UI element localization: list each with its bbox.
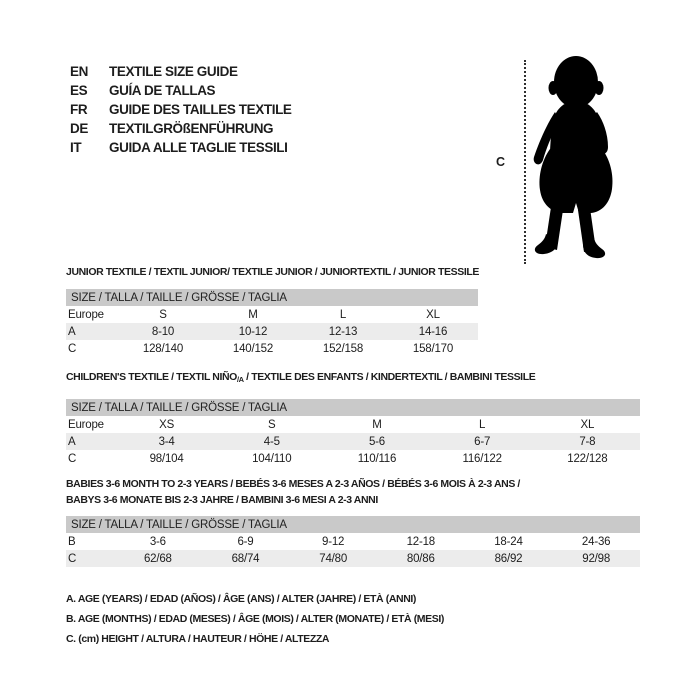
table-header-size: SIZE / TALLA / TAILLE / GRÖSSE / TAGLIA	[66, 289, 478, 306]
language-row-de	[70, 119, 292, 138]
size-cell: 6-7	[474, 435, 491, 448]
row-label: C	[68, 552, 77, 565]
table-row-height	[66, 340, 478, 357]
size-cell: 98/104	[149, 452, 184, 465]
size-cell: 80/86	[406, 552, 435, 565]
size-cell: 110/116	[357, 452, 397, 465]
size-cell: XL	[426, 308, 440, 321]
size-cell: 92/98	[582, 552, 611, 565]
table-row-age-months	[66, 533, 640, 550]
table-header-size: SIZE / TALLA / TAILLE / GRÖSSE / TAGLIA	[66, 399, 640, 416]
toddler-silhouette-icon	[531, 54, 631, 266]
size-cell: 104/110	[252, 452, 292, 465]
size-cell: 12-13	[328, 325, 358, 338]
language-label: GUÍA DE TALLAS	[109, 83, 216, 98]
row-label: Europe	[68, 308, 104, 321]
language-code: IT	[70, 140, 82, 155]
size-cell: 140/152	[232, 342, 274, 355]
size-cell: 152/158	[322, 342, 364, 355]
size-cell: 62/68	[143, 552, 172, 565]
table-row-height	[66, 550, 640, 567]
size-cell: 7-8	[579, 435, 596, 448]
height-measure-dotted-line	[524, 60, 526, 264]
language-list	[70, 62, 292, 157]
title-text: CHILDREN'S TEXTILE / TEXTIL NIÑO	[66, 371, 237, 383]
size-cell: S	[159, 308, 167, 321]
language-row-fr	[70, 100, 292, 119]
language-label: TEXTILE SIZE GUIDE	[109, 64, 238, 79]
language-label: GUIDA ALLE TAGLIE TESSILI	[109, 140, 288, 155]
row-label: B	[68, 535, 76, 548]
table-row-height	[66, 450, 640, 467]
row-label: C	[68, 452, 77, 465]
size-cell: 68/74	[231, 552, 260, 565]
size-cell: XL	[580, 418, 595, 431]
babies-size-table	[66, 516, 640, 567]
row-label: Europe	[68, 418, 104, 431]
size-cell: 74/80	[319, 552, 348, 565]
language-label: TEXTILGRÖßENFÜHRUNG	[109, 121, 274, 136]
legend-line-c: C. (cm) HEIGHT / ALTURA / HAUTEUR / HÖHE / ALTEZZA	[66, 633, 330, 645]
size-cell: M	[372, 418, 382, 431]
size-cell: 122/128	[567, 452, 608, 465]
title-text: / TEXTILE DES ENFANTS / KINDERTEXTIL / BAMBINI TESSILE	[243, 371, 536, 383]
title-subscript: /A	[236, 375, 244, 384]
row-label: A	[68, 325, 76, 338]
table-header-size: SIZE / TALLA / TAILLE / GRÖSSE / TAGLIA	[66, 516, 640, 533]
size-cell: 10-12	[238, 325, 268, 338]
section-title-junior: JUNIOR TEXTILE / TEXTIL JUNIOR/ TEXTILE JUNIOR / JUNIORTEXTIL / JUNIOR TESSILE	[66, 266, 479, 278]
size-cell: 24-36	[581, 535, 611, 548]
title-line-1: BABIES 3-6 MONTH TO 2-3 YEARS / BEBÉS 3-6 MESES A 2-3 AÑOS / BÉBÉS 3-6 MOIS À 2-3 ANS /	[66, 478, 520, 490]
table-row-age	[66, 323, 478, 340]
size-cell: 128/140	[142, 342, 184, 355]
size-cell: 12-18	[406, 535, 435, 548]
section-title-babies	[66, 476, 640, 508]
size-cell: S	[268, 418, 276, 431]
size-cell: 4-5	[263, 435, 280, 448]
size-cell: 8-10	[151, 325, 175, 338]
table-row-europe	[66, 306, 478, 323]
row-label: A	[68, 435, 76, 448]
table-row-age	[66, 433, 640, 450]
language-label: GUIDE DES TAILLES TEXTILE	[109, 102, 292, 117]
size-cell: 9-12	[322, 535, 345, 548]
legend-line-b: B. AGE (MONTHS) / EDAD (MESES) / ÂGE (MOIS) / ALTER (MONATE) / ETÀ (MESI)	[66, 613, 444, 625]
size-cell: 158/170	[412, 342, 454, 355]
height-measure-label: C	[496, 155, 506, 169]
size-cell: M	[248, 308, 258, 321]
table-row-europe	[66, 416, 640, 433]
junior-size-table	[66, 289, 478, 357]
language-code: EN	[70, 64, 88, 79]
section-title-children	[66, 371, 640, 386]
children-size-table	[66, 399, 640, 467]
legend-line-a: A. AGE (YEARS) / EDAD (AÑOS) / ÂGE (ANS) / ALTER (JAHRE) / ETÀ (ANNI)	[66, 593, 417, 605]
size-cell: 86/92	[494, 552, 523, 565]
language-row-en	[70, 62, 292, 81]
measure-legend	[66, 589, 640, 649]
size-cell: 3-6	[149, 535, 166, 548]
size-cell: L	[339, 308, 347, 321]
size-cell: 3-4	[158, 435, 175, 448]
size-cell: 14-16	[418, 325, 448, 338]
size-cell: 18-24	[494, 535, 523, 548]
row-label: C	[68, 342, 77, 355]
title-line-2: BABYS 3-6 MONATE BIS 2-3 JAHRE / BAMBINI 3-6 MESI A 2-3 ANNI	[66, 494, 378, 506]
size-cell: XS	[159, 418, 175, 431]
language-code: DE	[70, 121, 88, 136]
size-cell: 5-6	[368, 435, 385, 448]
language-row-es	[70, 81, 292, 100]
language-code: FR	[70, 102, 88, 117]
size-cell: 116/122	[462, 452, 502, 465]
size-cell: 6-9	[237, 535, 254, 548]
size-tables-column	[66, 266, 640, 649]
language-row-it	[70, 138, 292, 157]
size-cell: L	[479, 418, 486, 431]
language-code: ES	[70, 83, 88, 98]
